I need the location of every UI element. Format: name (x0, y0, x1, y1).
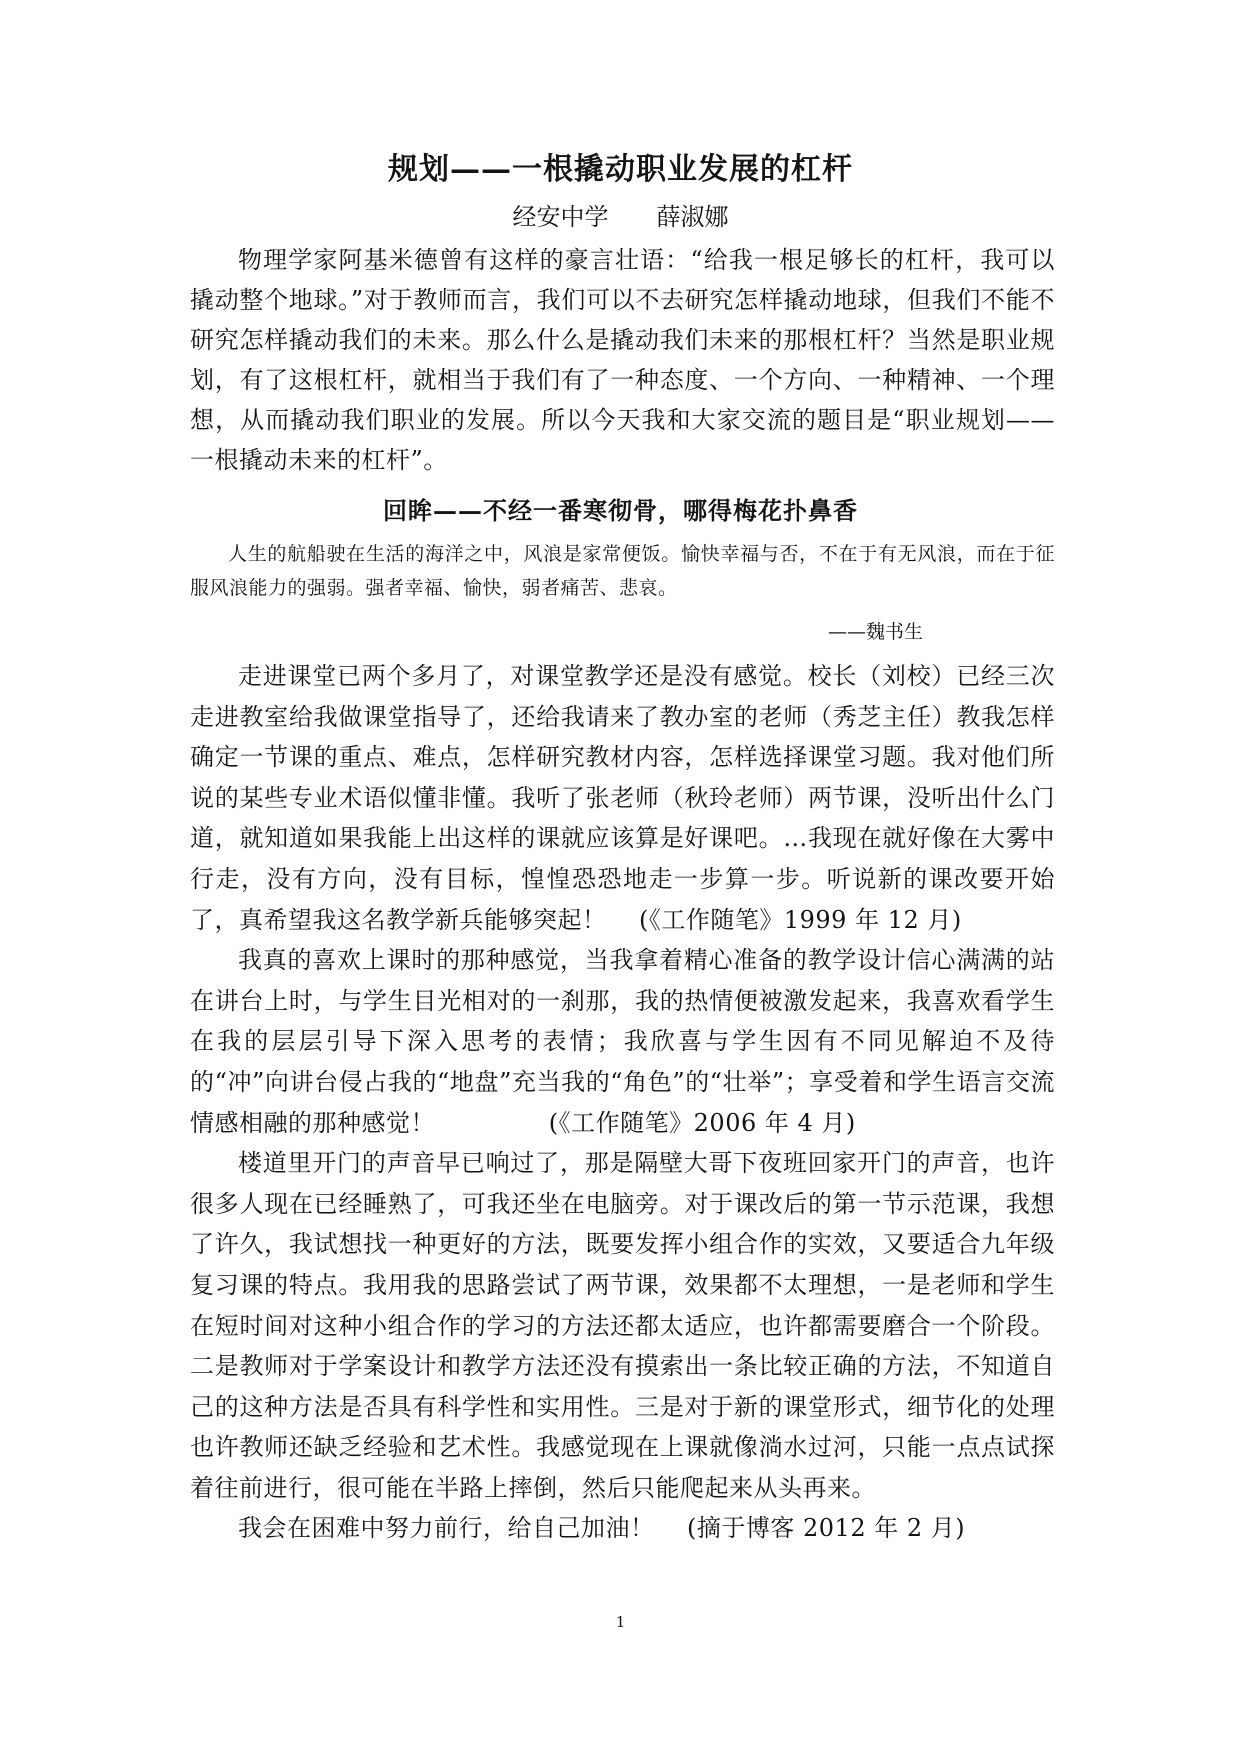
journal-entry (190, 656, 1055, 940)
journal-entry (190, 940, 1055, 1143)
journal-entry (190, 1508, 1055, 1549)
intro-section (190, 240, 1055, 480)
entry-source-note: (摘于博客 2012 年 2 月) (654, 1514, 966, 1543)
author-line: 经安中学 薛淑娜 (512, 203, 729, 231)
entry-source-note: (《工作随笔》1999 年 12 月) (606, 905, 962, 934)
journal-entries (190, 656, 1055, 1549)
epigraph-quote (190, 537, 1055, 605)
section-heading: 回眸——不经一番寒彻骨，哪得梅花扑鼻香 (383, 496, 858, 525)
quote-text: 人生的航船驶在生活的海洋之中，风浪是家常便饭。愉快幸福与否，不在于有无风浪，而在于征服风浪能力的强弱。强者幸福、愉快，弱者痛苦、悲哀。 (190, 543, 1055, 599)
entry-text: 我真的喜欢上课时的那种感觉，当我拿着精心准备的教学设计信心满满的站在讲台上时，与学生目光相对的一刹那，我的热情便被激发起来，我喜欢看学生在我的层层引导下深入思考的表情；我欣喜与学生因有不同见解迫不及待的“冲”向讲台侵占我的“地盘”充当我的“角色”的“壮举”；享受着和学生语言交流情感相融的那种感觉！ (190, 946, 1055, 1137)
entry-text: 我会在困难中努力前行，给自己加油！ (238, 1514, 655, 1543)
document-title: 规划——一根撬动职业发展的杠杆 (388, 152, 853, 187)
entry-text: 楼道里开门的声音早已响过了，那是隔壁大哥下夜班回家开门的声音，也许很多人现在已经睡熟了，可我还坐在电脑旁。对于课改后的第一节示范课，我想了许久，我试想找一种更好的方法，既要发挥小组合作的实效，又要适合九年级复习课的特点。我用我的思路尝试了两节课，效果都不太理想，一是老师和学生在短时间对这种小组合作的学习的方法还都太适应，也许都需要磨合一个阶段。二是教师对于学案设计和教学方法还没有摸索出一条比较正确的方法，不知道自己的这种方法是否具有科学性和实用性。三是对于新的课堂形式，细节化的处理也许教师还缺乏经验和艺术性。我感觉现在上课就像淌水过河，只能一点点试探着往前进行，很可能在半路上摔倒，然后只能爬起来从头再来。 (190, 1149, 1055, 1502)
journal-entry (190, 1143, 1055, 1508)
entry-source-note: (《工作随笔》2006 年 4 月) (435, 1108, 856, 1137)
page-number: 1 (615, 1613, 626, 1631)
quote-author: ——魏书生 (827, 621, 923, 643)
intro-paragraph: 物理学家阿基米德曾有这样的豪言壮语：“给我一根足够长的杠杆，我可以撬动整个地球。”对于教师而言，我们可以不去研究怎样撬动地球，但我们不能不研究怎样撬动我们的未来。那么什么是撬动我们未来的那根杠杆？当然是职业规划，有了这根杠杆，就相当于我们有了一种态度、一个方向、一种精神、一个理想，从而撬动我们职业的发展。所以今天我和大家交流的题目是“职业规划——一根撬动未来的杠杆”。 (190, 246, 1055, 474)
entry-text: 走进课堂已两个多月了，对课堂教学还是没有感觉。校长（刘校）已经三次走进教室给我做课堂指导了，还给我请来了教办室的老师（秀芝主任）教我怎样确定一节课的重点、难点，怎样研究教材内容，怎样选择课堂习题。我对他们所说的某些专业术语似懂非懂。我听了张老师（秋玲老师）两节课，没听出什么门道，就知道如果我能上出这样的课就应该算是好课吧。…我现在就好像在大雾中行走，没有方向，没有目标，惶惶恐恐地走一步算一步。听说新的课改要开始了，真希望我这名教学新兵能够突起！ (190, 662, 1055, 934)
